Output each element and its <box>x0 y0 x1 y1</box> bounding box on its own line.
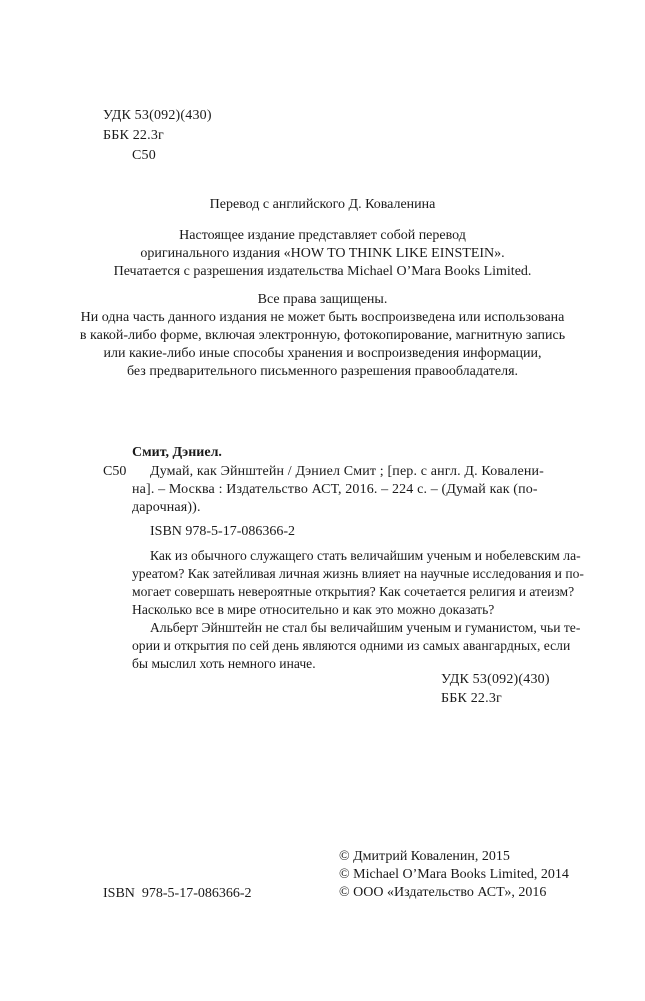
annotation-line: Как из обычного служащего стать величайшим ученым и нобелевским ла- <box>150 548 581 563</box>
catalog-entry-line: Думай, как Эйнштейн / Дэниел Смит ; [пер. с англ. Д. Ковалени- <box>150 464 544 479</box>
copyright-line: © ООО «Издательство АСТ», 2016 <box>339 885 547 900</box>
edition-note-line: Настоящее издание представляет собой перевод <box>179 228 466 243</box>
rights-notice <box>0 291 645 381</box>
annotation-line: Альберт Эйнштейн не стал бы величайшим ученым и гуманистом, чьи те- <box>150 620 581 635</box>
rights-line: Ни одна часть данного издания не может быть воспроизведена или использована <box>80 310 565 325</box>
isbn-bottom: ISBN 978-5-17-086366-2 <box>103 886 252 901</box>
annotation-line: могает совершать невероятные открытия? Как сочетается религия и атеизм? <box>132 584 575 599</box>
catalog-isbn: ISBN 978-5-17-086366-2 <box>150 524 296 539</box>
annotation <box>132 547 584 673</box>
bbk-code-bottom: ББК 22.3г <box>441 691 502 706</box>
rights-line: в какой-либо форме, включая электронную, фотокопирование, магнитную запись <box>79 328 566 343</box>
annotation-line: Насколько все в мире относительно и как это можно доказать? <box>132 602 495 617</box>
rights-line: без предварительного письменного разрешения правообладателя. <box>126 364 519 379</box>
annotation-line: ории и открытия по сей день являются одними из самых авангардных, если <box>132 638 571 653</box>
edition-note-line: оригинального издания «HOW TO THINK LIKE EINSTEIN». <box>140 246 505 261</box>
catalog-entry <box>132 463 544 517</box>
catalog-entry-line: на]. – Москва : Издательство АСТ, 2016. – 224 с. – (Думай как (по- <box>132 482 538 497</box>
copyright-line: © Дмитрий Коваленин, 2015 <box>339 849 510 864</box>
catalog-author: Смит, Дэниел. <box>132 445 222 460</box>
rights-line: Все права защищены. <box>257 292 388 307</box>
translation-note: Перевод с английского Д. Коваленина <box>209 197 436 212</box>
rights-line: или какие-либо иные способы хранения и воспроизведения информации, <box>103 346 542 361</box>
author-mark-top: С50 <box>132 148 156 163</box>
udk-code-top: УДК 53(092)(430) <box>103 108 212 123</box>
copyright-line: © Michael O’Mara Books Limited, 2014 <box>339 867 569 882</box>
bbk-code-top: ББК 22.3г <box>103 128 164 143</box>
annotation-line: уреатом? Как затейливая личная жизнь влияет на научные исследования и по- <box>132 566 584 581</box>
copyright-block <box>339 848 569 902</box>
catalog-entry-line: дарочная)). <box>132 500 201 515</box>
annotation-line: бы мыслил хоть немного иначе. <box>132 656 316 671</box>
edition-note-line: Печатается с разрешения издательства Michael O’Mara Books Limited. <box>113 264 532 279</box>
edition-note <box>0 227 645 281</box>
catalog-mark: С50 <box>103 464 127 479</box>
udk-code-bottom: УДК 53(092)(430) <box>441 672 550 687</box>
